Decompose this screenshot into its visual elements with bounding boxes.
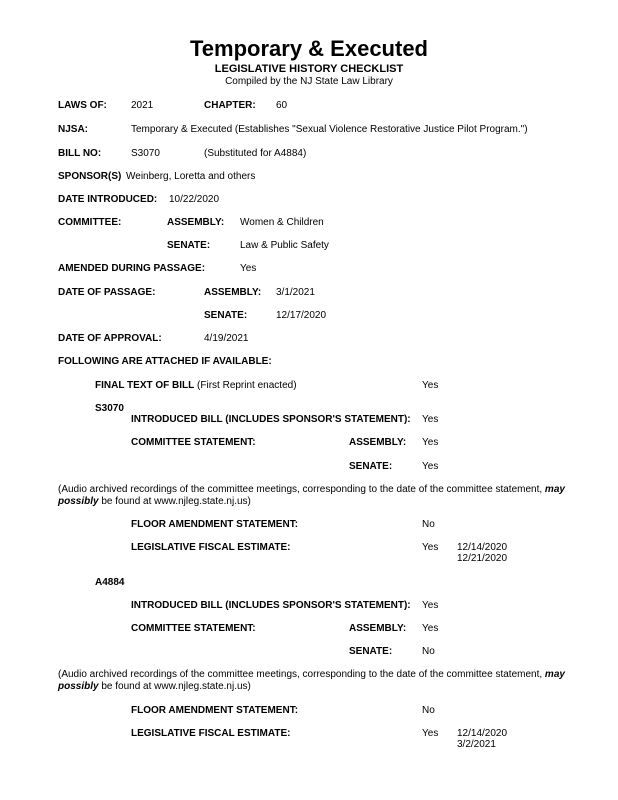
approval-value: 4/19/2021 bbox=[204, 333, 249, 344]
compiled-by: Compiled by the NJ State Law Library bbox=[225, 76, 393, 87]
bill-no-label: BILL NO: bbox=[58, 148, 102, 159]
committee-statement-label: COMMITTEE STATEMENT: bbox=[131, 623, 256, 634]
fiscal-estimate-value: Yes bbox=[422, 542, 439, 553]
committee-statement-senate-value: No bbox=[422, 646, 435, 657]
floor-amendment-value: No bbox=[422, 705, 435, 716]
bill-no-note: (Substituted for A4884) bbox=[204, 148, 307, 159]
approval-label: DATE OF APPROVAL: bbox=[58, 333, 162, 344]
floor-amendment-label: FLOOR AMENDMENT STATEMENT: bbox=[131, 519, 299, 530]
committee-senate-value: Law & Public Safety bbox=[240, 240, 329, 251]
passage-senate-label: SENATE: bbox=[204, 310, 248, 321]
final-text-row bbox=[95, 380, 297, 392]
fiscal-estimate-value: Yes bbox=[422, 728, 439, 739]
bill-id-s3070: S3070 bbox=[95, 403, 124, 414]
passage-senate-value: 12/17/2020 bbox=[276, 310, 327, 321]
fiscal-estimate-date: 3/2/2021 bbox=[457, 739, 496, 750]
audio-note-emphasis: may possibly bbox=[58, 669, 565, 692]
sponsors-label: SPONSOR(S) bbox=[58, 171, 122, 182]
audio-note-text-end: be found at www.njleg.state.nj.us) bbox=[98, 681, 251, 692]
committee-statement-senate-value: Yes bbox=[422, 461, 439, 472]
committee-statement-label: COMMITTEE STATEMENT: bbox=[131, 437, 256, 448]
introduced-bill-value: Yes bbox=[422, 600, 439, 611]
njsa-value: Temporary & Executed (Establishes "Sexual Violence Restorative Justice Pilot Program.") bbox=[131, 124, 528, 135]
final-text-label: FINAL TEXT OF BILL bbox=[95, 380, 195, 391]
floor-amendment-value: No bbox=[422, 519, 435, 530]
passage-assembly-value: 3/1/2021 bbox=[276, 287, 315, 298]
date-introduced-label: DATE INTRODUCED: bbox=[58, 194, 158, 205]
final-text-value: Yes bbox=[422, 380, 439, 391]
committee-label: COMMITTEE: bbox=[58, 217, 122, 228]
chapter-label: CHAPTER: bbox=[204, 100, 256, 111]
fiscal-estimate-label: LEGISLATIVE FISCAL ESTIMATE: bbox=[131, 542, 291, 553]
audio-note-text: (Audio archived recordings of the committee meetings, corresponding to the date of the committee statement, bbox=[58, 484, 545, 495]
introduced-bill-value: Yes bbox=[422, 414, 439, 425]
committee-senate-label: SENATE: bbox=[167, 240, 211, 251]
introduced-bill-label: INTRODUCED BILL (INCLUDES SPONSOR'S STATEMENT): bbox=[131, 600, 411, 611]
fiscal-estimate-date: 12/21/2020 bbox=[457, 553, 508, 564]
audio-note-text-end: be found at www.njleg.state.nj.us) bbox=[98, 496, 251, 507]
amended-value: Yes bbox=[240, 263, 257, 274]
committee-statement-assembly-label: ASSEMBLY: bbox=[349, 623, 407, 634]
date-introduced-value: 10/22/2020 bbox=[169, 194, 220, 205]
committee-assembly-value: Women & Children bbox=[240, 217, 324, 228]
amended-label: AMENDED DURING PASSAGE: bbox=[58, 263, 206, 274]
final-text-note: (First Reprint enacted) bbox=[194, 380, 297, 391]
njsa-label: NJSA: bbox=[58, 124, 89, 135]
committee-statement-assembly-label: ASSEMBLY: bbox=[349, 437, 407, 448]
audio-note bbox=[58, 669, 603, 693]
audio-note-emphasis: may possibly bbox=[58, 484, 565, 507]
introduced-bill-label: INTRODUCED BILL (INCLUDES SPONSOR'S STATEMENT): bbox=[131, 414, 411, 425]
bill-no-value: S3070 bbox=[131, 148, 160, 159]
floor-amendment-label: FLOOR AMENDMENT STATEMENT: bbox=[131, 705, 299, 716]
chapter-value: 60 bbox=[276, 100, 288, 111]
committee-statement-assembly-value: Yes bbox=[422, 437, 439, 448]
committee-statement-senate-label: SENATE: bbox=[349, 461, 393, 472]
page-subtitle: LEGISLATIVE HISTORY CHECKLIST bbox=[214, 63, 404, 75]
laws-of-label: LAWS OF: bbox=[58, 100, 107, 111]
committee-statement-assembly-value: Yes bbox=[422, 623, 439, 634]
page-title: Temporary & Executed bbox=[189, 36, 428, 61]
passage-label: DATE OF PASSAGE: bbox=[58, 287, 156, 298]
laws-of-value: 2021 bbox=[131, 100, 154, 111]
committee-statement-senate-label: SENATE: bbox=[349, 646, 393, 657]
fiscal-estimate-date: 12/14/2020 bbox=[457, 728, 508, 739]
audio-note-text: (Audio archived recordings of the committee meetings, corresponding to the date of the committee statement, bbox=[58, 669, 545, 680]
fiscal-estimate-date: 12/14/2020 bbox=[457, 542, 508, 553]
passage-assembly-label: ASSEMBLY: bbox=[204, 287, 262, 298]
committee-assembly-label: ASSEMBLY: bbox=[167, 217, 225, 228]
attached-label: FOLLOWING ARE ATTACHED IF AVAILABLE: bbox=[58, 356, 272, 367]
sponsors-value: Weinberg, Loretta and others bbox=[126, 171, 256, 182]
bill-id-a4884: A4884 bbox=[95, 577, 125, 588]
audio-note bbox=[58, 484, 603, 508]
fiscal-estimate-label: LEGISLATIVE FISCAL ESTIMATE: bbox=[131, 728, 291, 739]
